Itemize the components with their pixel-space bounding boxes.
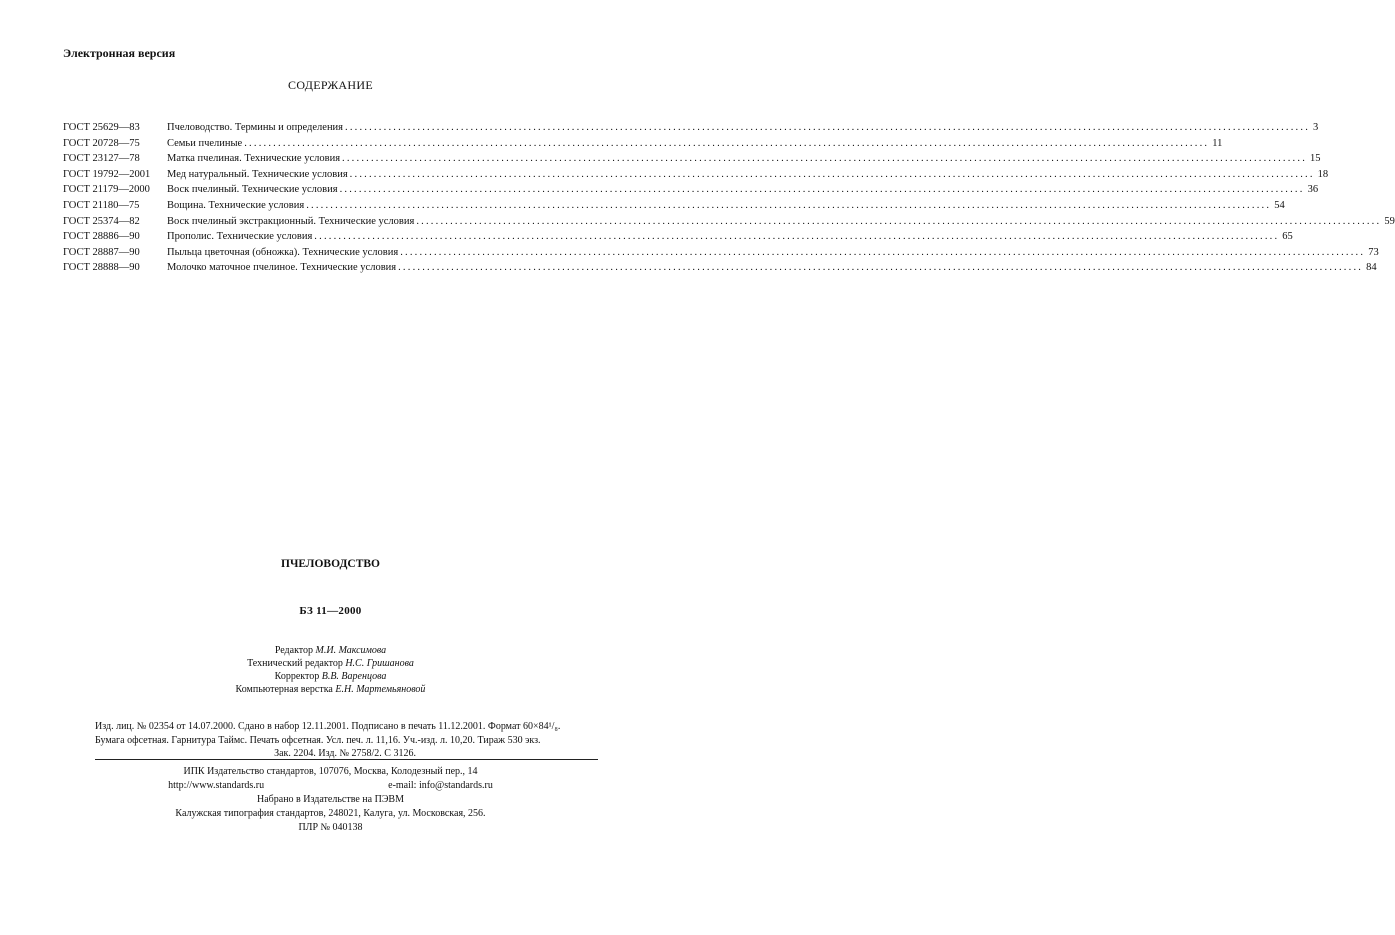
toc-entry-title: Пыльца цветочная (обножка). Технические условия (167, 246, 399, 258)
toc-row (63, 198, 1285, 214)
toc-leader-dots: ........................................................................................................................................................................................................ (244, 137, 1210, 149)
print-imprint (95, 720, 595, 761)
toc-entry-title: Пчеловодство. Термины и определения (167, 122, 344, 133)
credit-layout (0, 683, 661, 696)
credit-proofreader (0, 670, 661, 683)
toc-standard-code: ГОСТ 25629—83 (63, 122, 140, 133)
imprint-line: Зак. 2204. Изд. № 2758/2. С 3126. (274, 748, 416, 759)
credit-person: Н.С. Гришанова (345, 658, 414, 669)
credit-person: Е.Н. Мартемьяновой (335, 684, 426, 695)
toc-page-number: 11 (1212, 137, 1223, 149)
toc-leader-dots: ........................................................................................................................................................................................................ (345, 122, 1311, 133)
toc-entry-title: Воск пчелиный. Технические условия (167, 184, 338, 196)
toc-page-number: 18 (1317, 168, 1329, 180)
publisher-address: ИПК Издательство стандартов, 107076, Москва, Колодезный пер., 14 (183, 766, 478, 777)
toc-row (63, 120, 1319, 136)
toc-leader-dots: ........................................................................................................................................................................................................ (314, 231, 1280, 243)
toc-leader-dots: ........................................................................................................................................................................................................ (416, 215, 1382, 227)
toc-page-number: 54 (1274, 199, 1285, 211)
toc-standard-code: ГОСТ 28887—90 (63, 246, 140, 258)
toc-title: СОДЕРЖАНИЕ (288, 78, 373, 92)
toc-row (63, 214, 1395, 230)
toc-leader-dots: ........................................................................................................................................................................................................ (306, 199, 1272, 211)
toc-page-number: 59 (1384, 215, 1395, 227)
imprint-line: Изд. лиц. № 02354 от 14.07.2000. Сдано в набор 12.11.2001. Подписано в печать 11.12.2001. Формат 60×84¹/₈. (95, 721, 561, 732)
toc-leader-dots: ........................................................................................................................................................................................................ (342, 153, 1308, 165)
toc-standard-code: ГОСТ 20728—75 (63, 137, 140, 149)
publisher-website: http://www.standards.ru (168, 780, 265, 791)
toc-page-number: 3 (1313, 122, 1319, 133)
toc-leader-dots: ........................................................................................................................................................................................................ (400, 246, 1366, 258)
toc-page-number: 65 (1282, 231, 1293, 243)
toc-standard-code: ГОСТ 21180—75 (63, 199, 140, 211)
toc-row (63, 260, 1377, 276)
toc-standard-code: ГОСТ 23127—78 (63, 153, 140, 165)
divider (95, 759, 598, 760)
toc-entry-title: Семьи пчелиные (167, 137, 243, 149)
printing-license: ПЛР № 040138 (298, 822, 363, 833)
toc-leader-dots: ........................................................................................................................................................................................................ (349, 168, 1315, 180)
toc-leader-dots: ........................................................................................................................................................................................................ (398, 262, 1364, 274)
toc-standard-code: ГОСТ 25374—82 (63, 215, 140, 227)
toc-row (63, 151, 1321, 167)
toc-entry-title: Молочко маточное пчелиное. Технические условия (167, 262, 397, 274)
toc-page-number: 36 (1307, 184, 1319, 196)
collection-index: БЗ 11—2000 (299, 605, 362, 617)
toc-leader-dots: ........................................................................................................................................................................................................ (339, 184, 1305, 196)
editorial-credits (0, 644, 661, 696)
toc-page-number: 73 (1368, 246, 1379, 258)
toc-entry-title: Воск пчелиный экстракционный. Технические условия (167, 215, 415, 227)
credit-role: Технический редактор (247, 658, 343, 669)
toc-standard-code: ГОСТ 19792—2001 (63, 168, 151, 180)
credit-person: М.И. Максимова (315, 645, 387, 656)
publisher-contacts (0, 779, 661, 793)
toc-row (63, 245, 1379, 261)
toc-standard-code: ГОСТ 28888—90 (63, 262, 140, 274)
toc-entry-title: Мед натуральный. Технические условия (167, 168, 348, 180)
toc-entry-title: Матка пчелиная. Технические условия (167, 153, 341, 165)
credit-role: Компьютерная верстка (235, 684, 333, 695)
toc-standard-code: ГОСТ 28886—90 (63, 231, 140, 243)
toc-row (63, 229, 1293, 245)
printing-house: Калужская типография стандартов, 248021, Калуга, ул. Московская, 256. (175, 808, 486, 819)
imprint-line: Бумага офсетная. Гарнитура Таймс. Печать офсетная. Усл. печ. л. 11,16. Уч.-изд. л. 10,20. Тираж 530 экз. (95, 734, 541, 746)
credit-person: В.В. Варенцова (321, 671, 387, 682)
table-of-contents (63, 120, 1395, 276)
typesetting-note: Набрано в Издательстве на ПЭВМ (257, 794, 404, 805)
edition-label: Электронная версия (63, 46, 176, 60)
toc-standard-code: ГОСТ 21179—2000 (63, 184, 150, 196)
toc-page-number: 15 (1310, 153, 1321, 165)
credit-technical-editor (0, 657, 661, 670)
credit-role: Редактор (274, 645, 314, 656)
publisher-info (0, 765, 661, 835)
toc-row (63, 167, 1329, 183)
credit-role: Корректор (274, 671, 320, 682)
toc-entry-title: Вощина. Технические условия (167, 199, 305, 211)
collection-subject: ПЧЕЛОВОДСТВО (281, 558, 380, 570)
toc-row (63, 182, 1319, 198)
credit-editor (0, 644, 661, 657)
toc-entry-title: Прополис. Технические условия (167, 231, 313, 243)
toc-page-number: 84 (1366, 262, 1377, 274)
publisher-email: e-mail: info@standards.ru (388, 780, 493, 791)
toc-row (63, 136, 1223, 152)
